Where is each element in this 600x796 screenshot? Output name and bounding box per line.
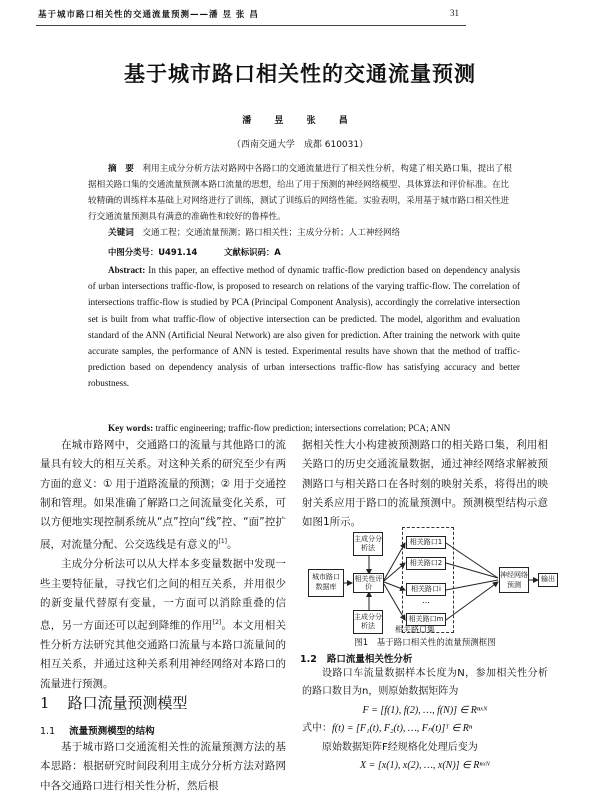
output-box: 输出 [538,573,558,587]
section-1-number: 1 [40,694,50,712]
neural-network-box: 神经网络预测 [499,567,529,593]
related-intersection-i: 相关路口i [406,583,446,596]
figure-set-label: 相关路口集 [395,625,435,634]
intro-p1-text: 在城市路网中，交通路口的流量与其他路口的流量具有较大的相互关系。对这种关系的研究至少有两方面的意义：① 用于道路流量的预测；② 用于交通控制和管理。如果准确了解路口之间流量变化关系，可以方便地实现控制系统从“点”控向“线”控、“面”控扩展，对流量分配、公交选线是有意义的 [40,439,287,551]
database-box: 城市路口数据库 [308,569,344,597]
intro-p2-text: 主成分分析法可以从大样本多变量数据中发现一些主要特征量，寻找它们之间的相互关系，并用很少的新变量代替原有变量，一方面可以消除重叠的信息，另一方面还可以起到降维的作用 [40,558,286,632]
abstract-label: 摘 要 [108,164,134,174]
keywords-label: 关键词 [108,228,134,238]
keywords-text: 交通工程；交通流量预测；路口相关性；主成分分析；人工神经网络 [142,228,401,238]
section-1-1-heading [40,723,155,737]
running-header: 基于城市路口相关性的交通流量预测——潘 昱 张 昌 [38,10,259,20]
equation-2: f(t) = [F₁(t), F₂(t), …, Fₙ(t)]ᵀ ∈ Rⁿ [332,723,473,735]
s12-paragraph-2: 原始数据矩阵F经规格化处理后变为 [322,741,478,753]
s11-paragraph: 基于城市路口交通流相关性的流量预测方法的基本思路：根据研究时间段利用主成分分析方法对路网中各交通路口进行相关性分析，然后根 [40,741,286,792]
pca-top-box: 主成分分析法 [353,532,383,556]
header-rule [36,25,466,26]
right-column [302,436,548,532]
page-number: 31 [450,8,459,18]
citation-1[interactable]: [1] [218,538,227,546]
intro-p2-end: 。本文用相关性分析方法研究其他交通路口流量与本路口流量间的相互关系，并通过这种关系利用神经网络对本路口的流量进行预测。 [40,619,287,690]
correlation-box: 相关性评价 [354,575,383,591]
chinese-abstract [88,161,516,241]
section-1-1-title: 流量预测模型的结构 [69,726,155,737]
authors: 潘 昱 张 昌 [242,116,358,126]
figure-1 [300,530,555,630]
equation-2-prefix: 式中： [302,723,332,735]
section-1-2-heading [300,651,412,665]
s12-paragraph-1: 设路口车流量数据样本长度为N，参加相关性分析的路口数目为n，则原始数据矩阵为 [302,668,548,698]
figure-caption: 图1 基于路口相关性的流量预测框图 [354,638,496,648]
paper-title: 基于城市路口相关性的交通流量预测 [124,62,476,86]
figure-ellipsis: … [422,596,430,605]
equation-3: X = [x(1), x(2), …, x(N)] ∈ Rⁿˣᴺ [360,760,490,772]
en-keywords-text: traffic engineering; traffic-flow prediction; intersections correlation; PCA; ANN [155,423,451,433]
english-keywords [108,423,528,433]
pca-bottom-box: 主成分分析法 [353,610,383,634]
affiliation: （西南交通大学 成都 610031） [231,140,369,150]
right-paragraph-1: 据相关性大小构建被预测路口的相关路口集，利用相关路口的历史交通流量数据，通过神经网络求解被预测路口与相关路口在各时刻的映射关系，将得出的映射关系应用于路口的流量预测中。预测模型结构示意如图1所示。 [302,439,548,529]
abstract-text: 利用主成分分析方法对路网中各路口的交通流量进行了相关性分析，构建了相关路口集，提出了根据相关路口集的交通流量预测本路口流量的思想，给出了用于预测的神经网络模型、具体算法和评价标准。在比较精确的训练样本基础上对网络进行了训练，测试了训练后的网络性能。实验表明，采用基于城市路口相关性进行交通流量预测具有满意的准确性和较好的鲁棒性。 [88,164,512,222]
classification-number: 中图分类号：U491.14 [108,247,198,257]
section-1-2-title: 路口流量相关性分析 [326,654,413,665]
intro-paragraph-2 [40,555,286,694]
related-intersection-1: 相关路口1 [406,536,446,549]
section-1-title: 路口流量预测模型 [67,694,188,712]
left-column [40,436,286,694]
english-abstract [88,262,520,392]
en-keywords-label: Key words: [108,423,154,433]
section-1-2-text [302,665,548,775]
document-code: 文献标识码：A [224,247,281,257]
related-intersection-m: 相关路口m [406,613,446,626]
section-1-1-number: 1.1 [40,726,56,737]
en-abstract-text: In this paper, an effective method of dynamic traffic-flow prediction based on dependency analysis of urban intersections traffic-flow, is proposed to research on relations of the varying traffic-flow. The correlation of intersections traffic-flow is studied by PCA (Principal Component Analysis), accordingly the correlative intersection set is built from what traffic-flow of objective intersection can be predicted. The model, algorithm and evaluation standard of the ANN (Artificial Neural Network) are also given for prediction. After training the network with quite accurate samples, the performance of ANN is tested. Experimental results have shown that the method of traffic-prediction based on dependency analysis of urban intersections traffic-flow has satisfying accuracy and better robustness. [88,265,521,389]
section-1-heading [40,692,188,713]
section-1-1-text [40,738,286,796]
intro-p1-end: 。 [227,538,238,551]
classification-line [108,246,305,258]
intro-paragraph-1 [40,436,286,555]
equation-1: F = [f(1), f(2), …, f(N)] ∈ Rⁿˣᴺ [362,704,488,716]
en-abstract-label: Abstract: [108,265,146,275]
citation-2[interactable]: [2] [212,619,222,627]
section-1-2-number: 1.2 [300,654,317,665]
related-intersection-2: 相关路口2 [406,557,446,570]
